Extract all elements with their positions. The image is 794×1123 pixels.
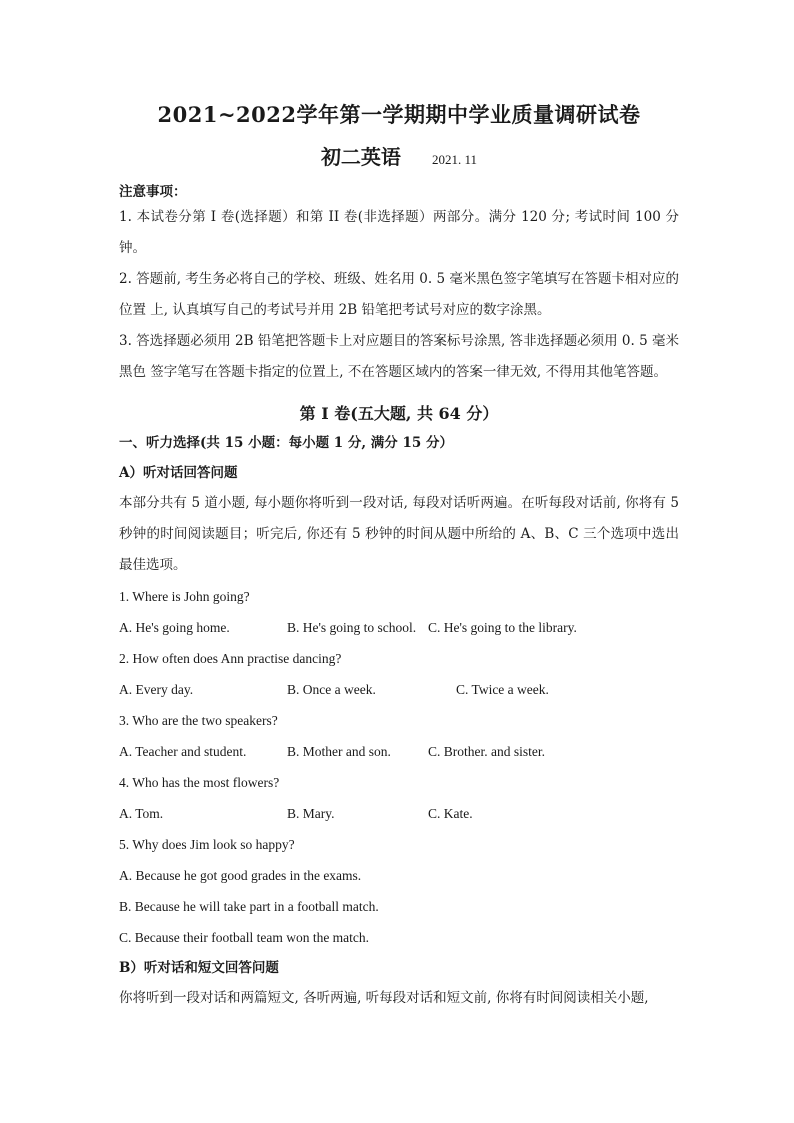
q3-option-a: A. Teacher and student. <box>119 744 247 759</box>
question-5: 5. Why does Jim look so happy? <box>119 837 295 852</box>
q5-option-b: B. Because he will take part in a football match. <box>119 899 379 914</box>
q4-option-b: B. Mary. <box>287 806 335 821</box>
q1-option-c: C. He's going to the library. <box>428 620 577 635</box>
notice-item-1: 1. 本试卷分第 I 卷(选择题）和第 II 卷(非选择题）两部分。满分 120 分; 考试时间 100 分钟。 <box>119 209 679 256</box>
q5-option-a: A. Because he got good grades in the exams. <box>119 868 362 883</box>
q2-option-a: A. Every day. <box>119 682 194 697</box>
notice-item-3: 3. 答选择题必须用 2B 铅笔把答题卡上对应题目的答案标号涂黑, 答非选择题必须用 0. 5 毫米黑色 签字笔写在答题卡指定的位置上, 不在答题区域内的答案一律无效, 不得用其他笔答题。 <box>119 333 679 380</box>
q2-option-c: C. Twice a week. <box>456 682 549 697</box>
subject-title: 初二英语 <box>320 145 401 169</box>
exam-title: 2021~2022学年第一学期期中学业质量调研试卷 <box>157 102 641 127</box>
exam-page <box>119 100 679 1014</box>
subsection-a-intro: 本部分共有 5 道小题, 每小题你将听到一段对话, 每段对话听两遍。在听每段对话前, 你将有 5 秒钟的时间阅读题目；听完后, 你还有 5 秒钟的时间从题中所给的 A、B、C 三个选项中选出 最佳选项。 <box>119 495 679 573</box>
q4-option-c: C. Kate. <box>428 806 473 821</box>
question-2: 2. How often does Ann practise dancing? <box>119 651 342 666</box>
q3-option-b: B. Mother and son. <box>287 744 391 759</box>
exam-date: 2021. 11 <box>432 152 478 167</box>
question-1: 1. Where is John going? <box>119 589 250 604</box>
q1-option-a: A. He's going home. <box>119 620 230 635</box>
subsection-b-heading: B）听对话和短文回答问题 <box>119 960 279 976</box>
q5-option-c: C. Because their football team won the match. <box>119 930 370 945</box>
q2-option-b: B. Once a week. <box>287 682 376 697</box>
question-3: 3. Who are the two speakers? <box>119 713 278 728</box>
q1-option-b: B. He's going to school. <box>287 620 417 635</box>
subsection-b-intro: 你将听到一段对话和两篇短文, 各听两遍, 听每段对话和短文前, 你将有时间阅读相关小题, <box>119 990 649 1006</box>
question-3-options <box>119 736 679 767</box>
question-2-options <box>119 674 679 705</box>
question-1-options <box>119 612 679 643</box>
subsection-a-heading: A）听对话回答问题 <box>119 465 238 481</box>
notice-heading: 注意事项： <box>119 184 187 200</box>
q4-option-a: A. Tom. <box>119 806 164 821</box>
question-4: 4. Who has the most flowers? <box>119 775 280 790</box>
section1-heading: 一、听力选择(共 15 小题：每小题 1 分, 满分 15 分） <box>119 435 453 451</box>
subtitle-row <box>119 140 679 174</box>
notice-item-2: 2. 答题前, 考生务必将自己的学校、班级、姓名用 0. 5 毫米黑色签字笔填写在答题卡相对应的位置 上, 认真填写自己的考试号并用 2B 铅笔把考试号对应的数字涂黑。 <box>119 271 679 318</box>
q3-option-c: C. Brother. and sister. <box>428 744 545 759</box>
part1-title: 第 I 卷(五大题, 共 64 分） <box>299 404 499 423</box>
question-4-options <box>119 798 679 829</box>
